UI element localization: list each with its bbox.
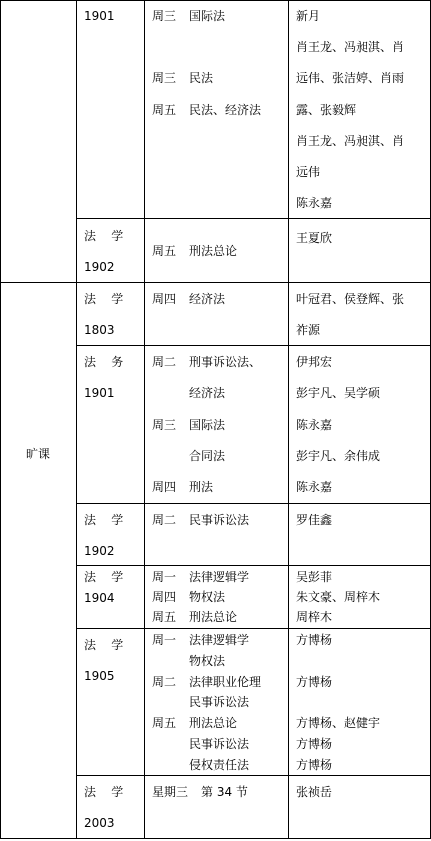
table-left-border — [0, 0, 1, 839]
course-day: 周二 — [152, 355, 177, 369]
course-name: 法律逻辑学 — [189, 570, 250, 584]
student-names: 吴彭菲 — [296, 570, 333, 584]
course-day: 星期三 — [152, 785, 189, 799]
col-divider — [76, 0, 77, 839]
student-names: 彭宇凡、余伟成 — [296, 449, 381, 463]
course-day: 周一 — [152, 633, 177, 647]
student-names: 肖王龙、冯昶淇、肖 — [296, 40, 405, 54]
course-name: 国际法 — [189, 418, 226, 432]
student-names: 方博杨 — [296, 675, 333, 689]
class-grade: 1803 — [84, 323, 115, 337]
class-major: 法 学 — [84, 570, 124, 584]
student-names: 方博杨 — [296, 758, 333, 772]
class-grade: 1904 — [84, 591, 115, 605]
course-day: 周二 — [152, 675, 177, 689]
course-day: 周二 — [152, 513, 177, 527]
row-divider — [0, 282, 431, 283]
course-day: 周一 — [152, 570, 177, 584]
student-names: 祚源 — [296, 323, 321, 337]
col-divider — [288, 0, 289, 839]
student-names: 远伟、张洁婷、肖雨 — [296, 71, 405, 85]
course-name: 法律职业伦理 — [189, 675, 262, 689]
class-grade: 1902 — [84, 260, 115, 274]
class-grade: 1905 — [84, 669, 115, 683]
student-names: 陈永嘉 — [296, 196, 333, 210]
course-day: 周五 — [152, 103, 177, 117]
student-names: 朱文豪、周梓木 — [296, 590, 381, 604]
class-major: 法 务 — [84, 355, 124, 369]
course-name: 民事诉讼法 — [189, 737, 250, 751]
course-day: 周三 — [152, 418, 177, 432]
course-day: 周三 — [152, 71, 177, 85]
student-names: 方博杨 — [296, 737, 333, 751]
course-name: 第 34 节 — [201, 785, 248, 799]
student-names: 陈永嘉 — [296, 480, 333, 494]
course-name: 刑法 — [189, 480, 214, 494]
course-name: 经济法 — [189, 292, 226, 306]
student-names: 方博杨、赵健宇 — [296, 716, 381, 730]
row-divider — [76, 775, 431, 776]
course-name: 物权法 — [189, 654, 226, 668]
section-label: 旷课 — [26, 447, 51, 461]
course-name: 民法 — [189, 71, 214, 85]
col-divider — [144, 0, 145, 839]
class-major: 法 学 — [84, 785, 124, 799]
course-day: 周五 — [152, 244, 177, 258]
course-name: 合同法 — [189, 449, 226, 463]
course-name: 刑法总论 — [189, 244, 238, 258]
course-name: 经济法 — [189, 386, 226, 400]
class-major: 法 学 — [84, 229, 124, 243]
table-bottom-border — [0, 838, 431, 839]
row-divider — [76, 218, 431, 219]
course-name: 刑法总论 — [189, 610, 238, 624]
course-name: 国际法 — [189, 9, 226, 23]
course-day: 周四 — [152, 480, 177, 494]
course-name: 物权法 — [189, 590, 226, 604]
course-name: 刑法总论 — [189, 716, 238, 730]
course-name: 民事诉讼法 — [189, 513, 250, 527]
course-day: 周四 — [152, 292, 177, 306]
student-names: 罗佳鑫 — [296, 513, 333, 527]
course-name: 刑事诉讼法、 — [189, 355, 262, 369]
table-top-border — [0, 0, 431, 1]
class-major: 法 学 — [84, 638, 124, 652]
class-grade: 1901 — [84, 386, 115, 400]
course-day: 周三 — [152, 9, 177, 23]
student-names: 叶冠君、侯登辉、张 — [296, 292, 405, 306]
row-divider — [76, 565, 431, 566]
class-grade: 1902 — [84, 544, 115, 558]
student-names: 彭宇凡、吴学硕 — [296, 386, 381, 400]
student-names: 远伟 — [296, 165, 321, 179]
course-name: 民事诉讼法 — [189, 695, 250, 709]
class-major: 法 学 — [84, 292, 124, 306]
student-names: 张祯岳 — [296, 785, 333, 799]
student-names: 伊邦宏 — [296, 355, 333, 369]
class-major: 法 学 — [84, 513, 124, 527]
student-names: 王夏欣 — [296, 231, 333, 245]
course-day: 周五 — [152, 610, 177, 624]
row-divider — [76, 345, 431, 346]
class-grade: 1901 — [84, 9, 115, 23]
student-names: 新月 — [296, 9, 321, 23]
student-names: 方博杨 — [296, 633, 333, 647]
student-names: 肖王龙、冯昶淇、肖 — [296, 134, 405, 148]
course-day: 周五 — [152, 716, 177, 730]
course-day: 周四 — [152, 590, 177, 604]
row-divider — [76, 503, 431, 504]
row-divider — [76, 628, 431, 629]
course-name: 法律逻辑学 — [189, 633, 250, 647]
student-names: 露、张毅辉 — [296, 103, 357, 117]
course-name: 侵权责任法 — [189, 758, 250, 772]
student-names: 周梓木 — [296, 610, 333, 624]
class-grade: 2003 — [84, 816, 115, 830]
course-name: 民法、经济法 — [189, 103, 262, 117]
student-names: 陈永嘉 — [296, 418, 333, 432]
